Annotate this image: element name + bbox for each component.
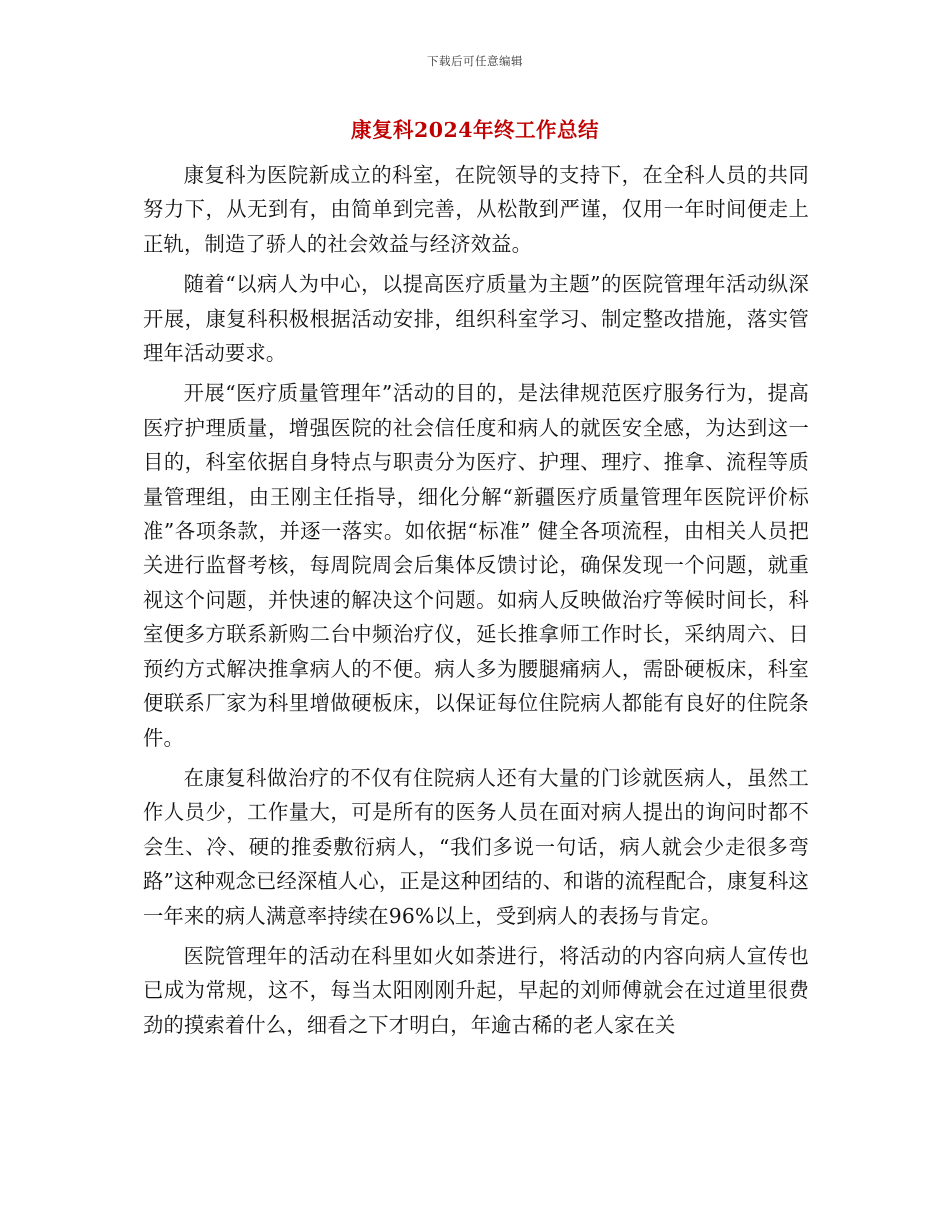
paragraph: 医院管理年的活动在科里如火如荼进行，将活动的内容向病人宣传也已成为常规，这不，每当太阳刚刚升起，早起的刘师傅就会在过道里很费劲的摸索着什么，细看之下才明白，年逾古稀的老人家在关 — [143, 943, 809, 1037]
document-title: 康复科2024年终工作总结 — [350, 118, 600, 142]
header-note: 下载后可任意编辑 — [427, 54, 523, 68]
document-body — [143, 158, 809, 1042]
paragraph: 随着“以病人为中心，以提高医疗质量为主题”的医院管理年活动纵深开展，康复科积极根据活动安排，组织科室学习、制定整改措施，落实管理年活动要求。 — [143, 272, 809, 366]
paragraph: 在康复科做治疗的不仅有住院病人还有大量的门诊就医病人，虽然工作人员少，工作量大，可是所有的医务人员在面对病人提出的询问时都不会生、冷、硬的推委敷衍病人，“我们多说一句话，病人就会少走很多弯路”这种观念已经深植人心，正是这种团结的、和谐的流程配合，康复科这一年来的病人满意率持续在96%以上，受到病人的表扬与肯定。 — [143, 765, 809, 928]
paragraph: 开展“医疗质量管理年”活动的目的，是法律规范医疗服务行为，提高医疗护理质量，增强医院的社会信任度和病人的就医安全感，为达到这一目的，科室依据自身特点与职责分为医疗、护理、理疗、推拿、流程等质量管理组，由王刚主任指导，细化分解“新疆医疗质量管理年医院评价标准”各项条款，并逐一落实。如依据“标准” 健全各项流程，由相关人员把关进行监督考核，每周院周会后集体反馈讨论，确保发现一个问题，就重视这个问题，并快速的解决这个问题。如病人反映做治疗等候时间长，科室便多方联系新购二台中频治疗仪，延长推拿师工作时长，采纳周六、日预约方式解决推拿病人的不便。病人多为腰腿痛病人，需卧硬板床，科室便联系厂家为科里增做硬板床，以保证每位住院病人都能有良好的住院条件。 — [143, 381, 809, 750]
paragraph: 康复科为医院新成立的科室，在院领导的支持下，在全科人员的共同努力下，从无到有，由简单到完善，从松散到严谨，仅用一年时间便走上正轨，制造了骄人的社会效益与经济效益。 — [143, 163, 809, 256]
